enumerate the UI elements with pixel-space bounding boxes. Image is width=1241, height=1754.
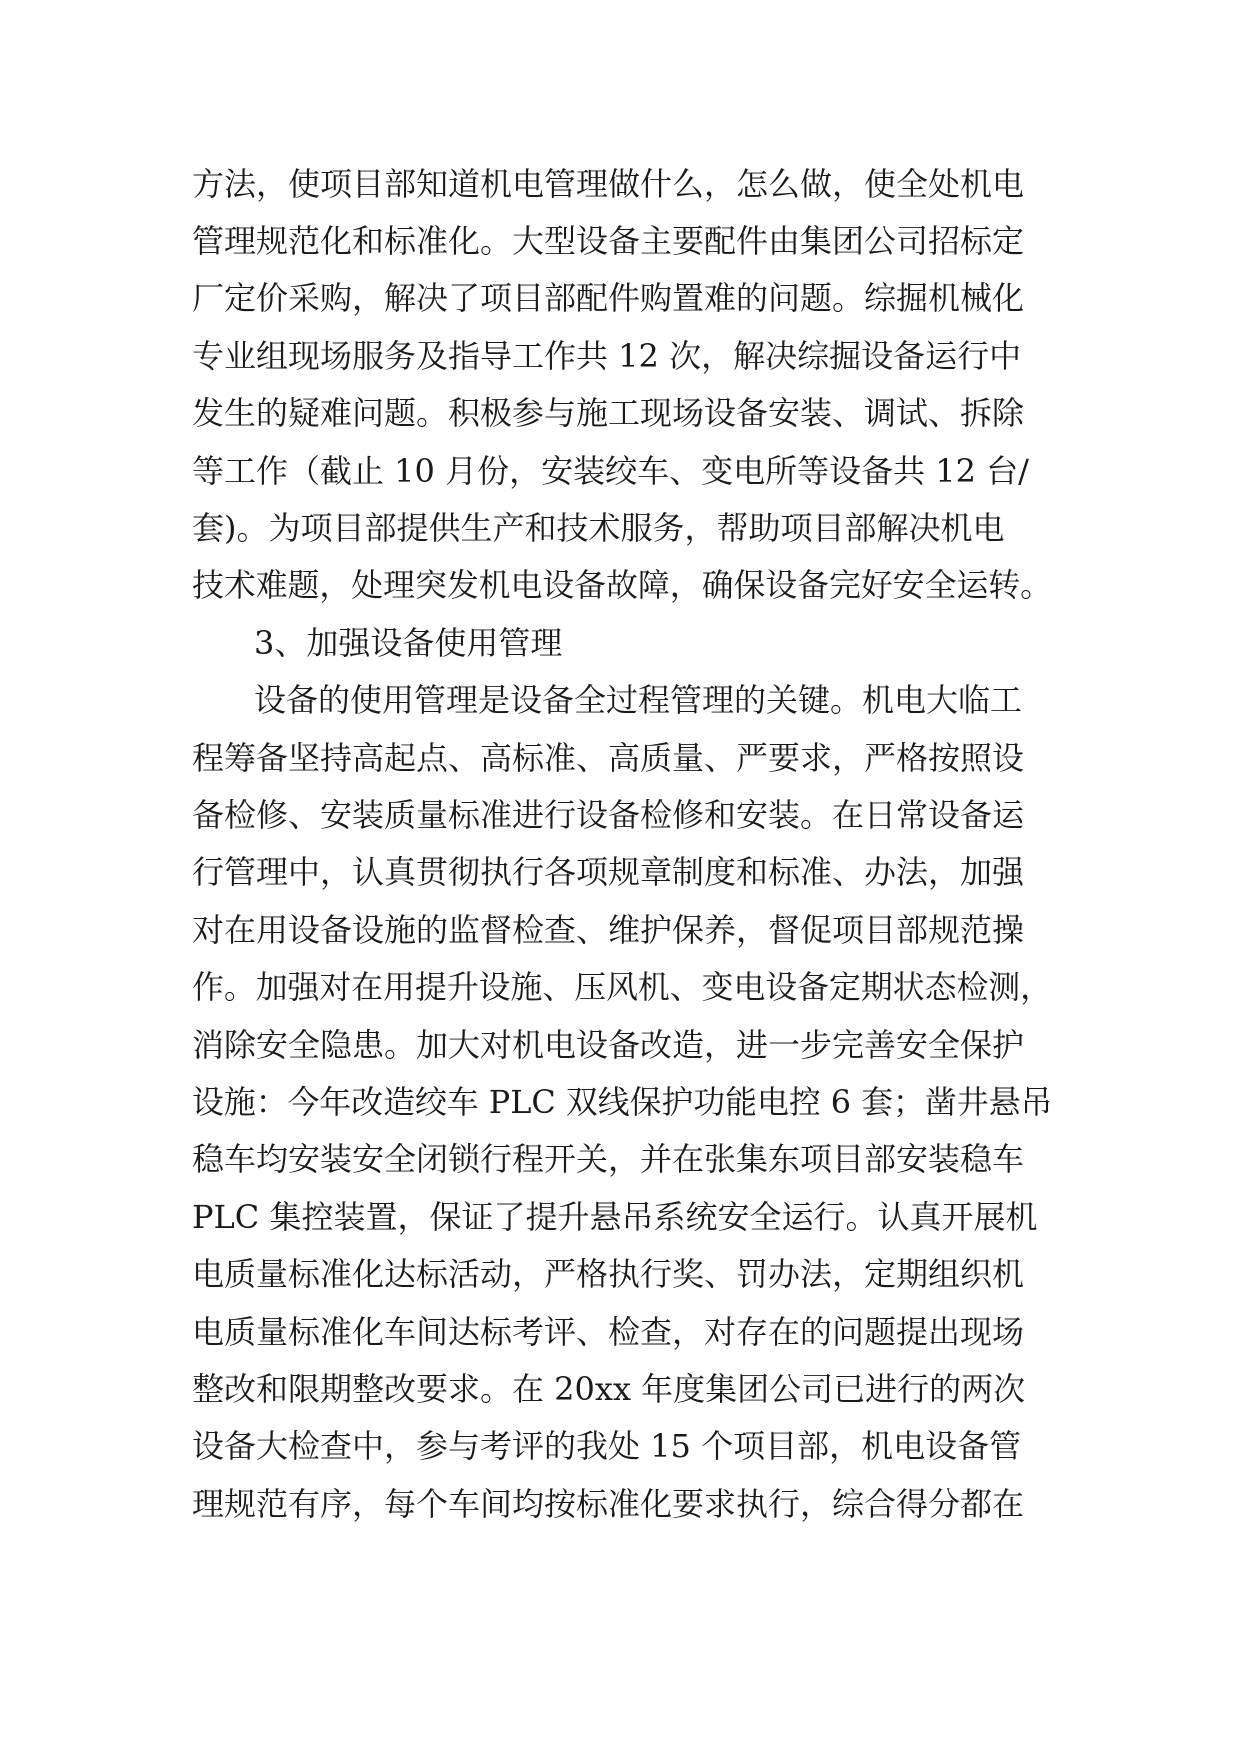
text-line: 程筹备坚持高起点、高标准、高质量、严要求，严格按照设 (192, 739, 1025, 777)
text-line: 方法，使项目部知道机电管理做什么，怎么做，使全处机电 (192, 165, 1025, 203)
text-line: PLC 集控装置，保证了提升悬吊系统安全运行。认真开展机 (192, 1198, 1038, 1236)
text-line: 套)。为项目部提供生产和技术服务，帮助项目部解决机电 (192, 509, 1005, 547)
text-line: 专业组现场服务及指导工作共 12 次，解决综掘设备运行中 (192, 337, 1022, 375)
section-heading: 3、加强设备使用管理 (254, 624, 563, 662)
text-line: 行管理中，认真贯彻执行各项规章制度和标准、办法，加强 (192, 853, 1025, 891)
text-line: 电质量标准化达标活动，严格执行奖、罚办法，定期组织机 (192, 1255, 1025, 1293)
text-line: 管理规范化和标准化。大型设备主要配件由集团公司招标定 (192, 222, 1025, 260)
text-line: 技术难题，处理突发机电设备故障，确保设备完好安全运转。 (192, 566, 1053, 604)
text-line: 作。加强对在用提升设施、压风机、变电设备定期状态检测， (192, 968, 1053, 1006)
text-line: 电质量标准化车间达标考评、检查，对存在的问题提出现场 (192, 1313, 1025, 1351)
text-line: 整改和限期整改要求。在 20xx 年度集团公司已进行的两次 (192, 1370, 1026, 1408)
text-line: 厂定价采购，解决了项目部配件购置难的问题。综掘机械化 (192, 279, 1025, 317)
text-line: 消除安全隐患。加大对机电设备改造，进一步完善安全保护 (192, 1026, 1025, 1064)
text-line: 设备大检查中，参与考评的我处 15 个项目部，机电设备管 (192, 1427, 1022, 1465)
text-line: 设备的使用管理是设备全过程管理的关键。机电大临工 (254, 681, 1023, 719)
text-line: 设施：今年改造绞车 PLC 双线保护功能电控 6 套；凿井悬吊 (192, 1083, 1053, 1121)
text-line: 备检修、安装质量标准进行设备检修和安装。在日常设备运 (192, 796, 1025, 834)
text-line: 理规范有序，每个车间均按标准化要求执行，综合得分都在 (192, 1485, 1025, 1523)
text-line: 等工作（截止 10 月份，安装绞车、变电所等设备共 12 台/ (192, 452, 1029, 490)
text-line: 对在用设备设施的监督检查、维护保养，督促项目部规范操 (192, 911, 1025, 949)
text-line: 发生的疑难问题。积极参与施工现场设备安装、调试、拆除 (192, 394, 1025, 432)
text-line: 稳车均安装安全闭锁行程开关，并在张集东项目部安装稳车 (192, 1140, 1025, 1178)
